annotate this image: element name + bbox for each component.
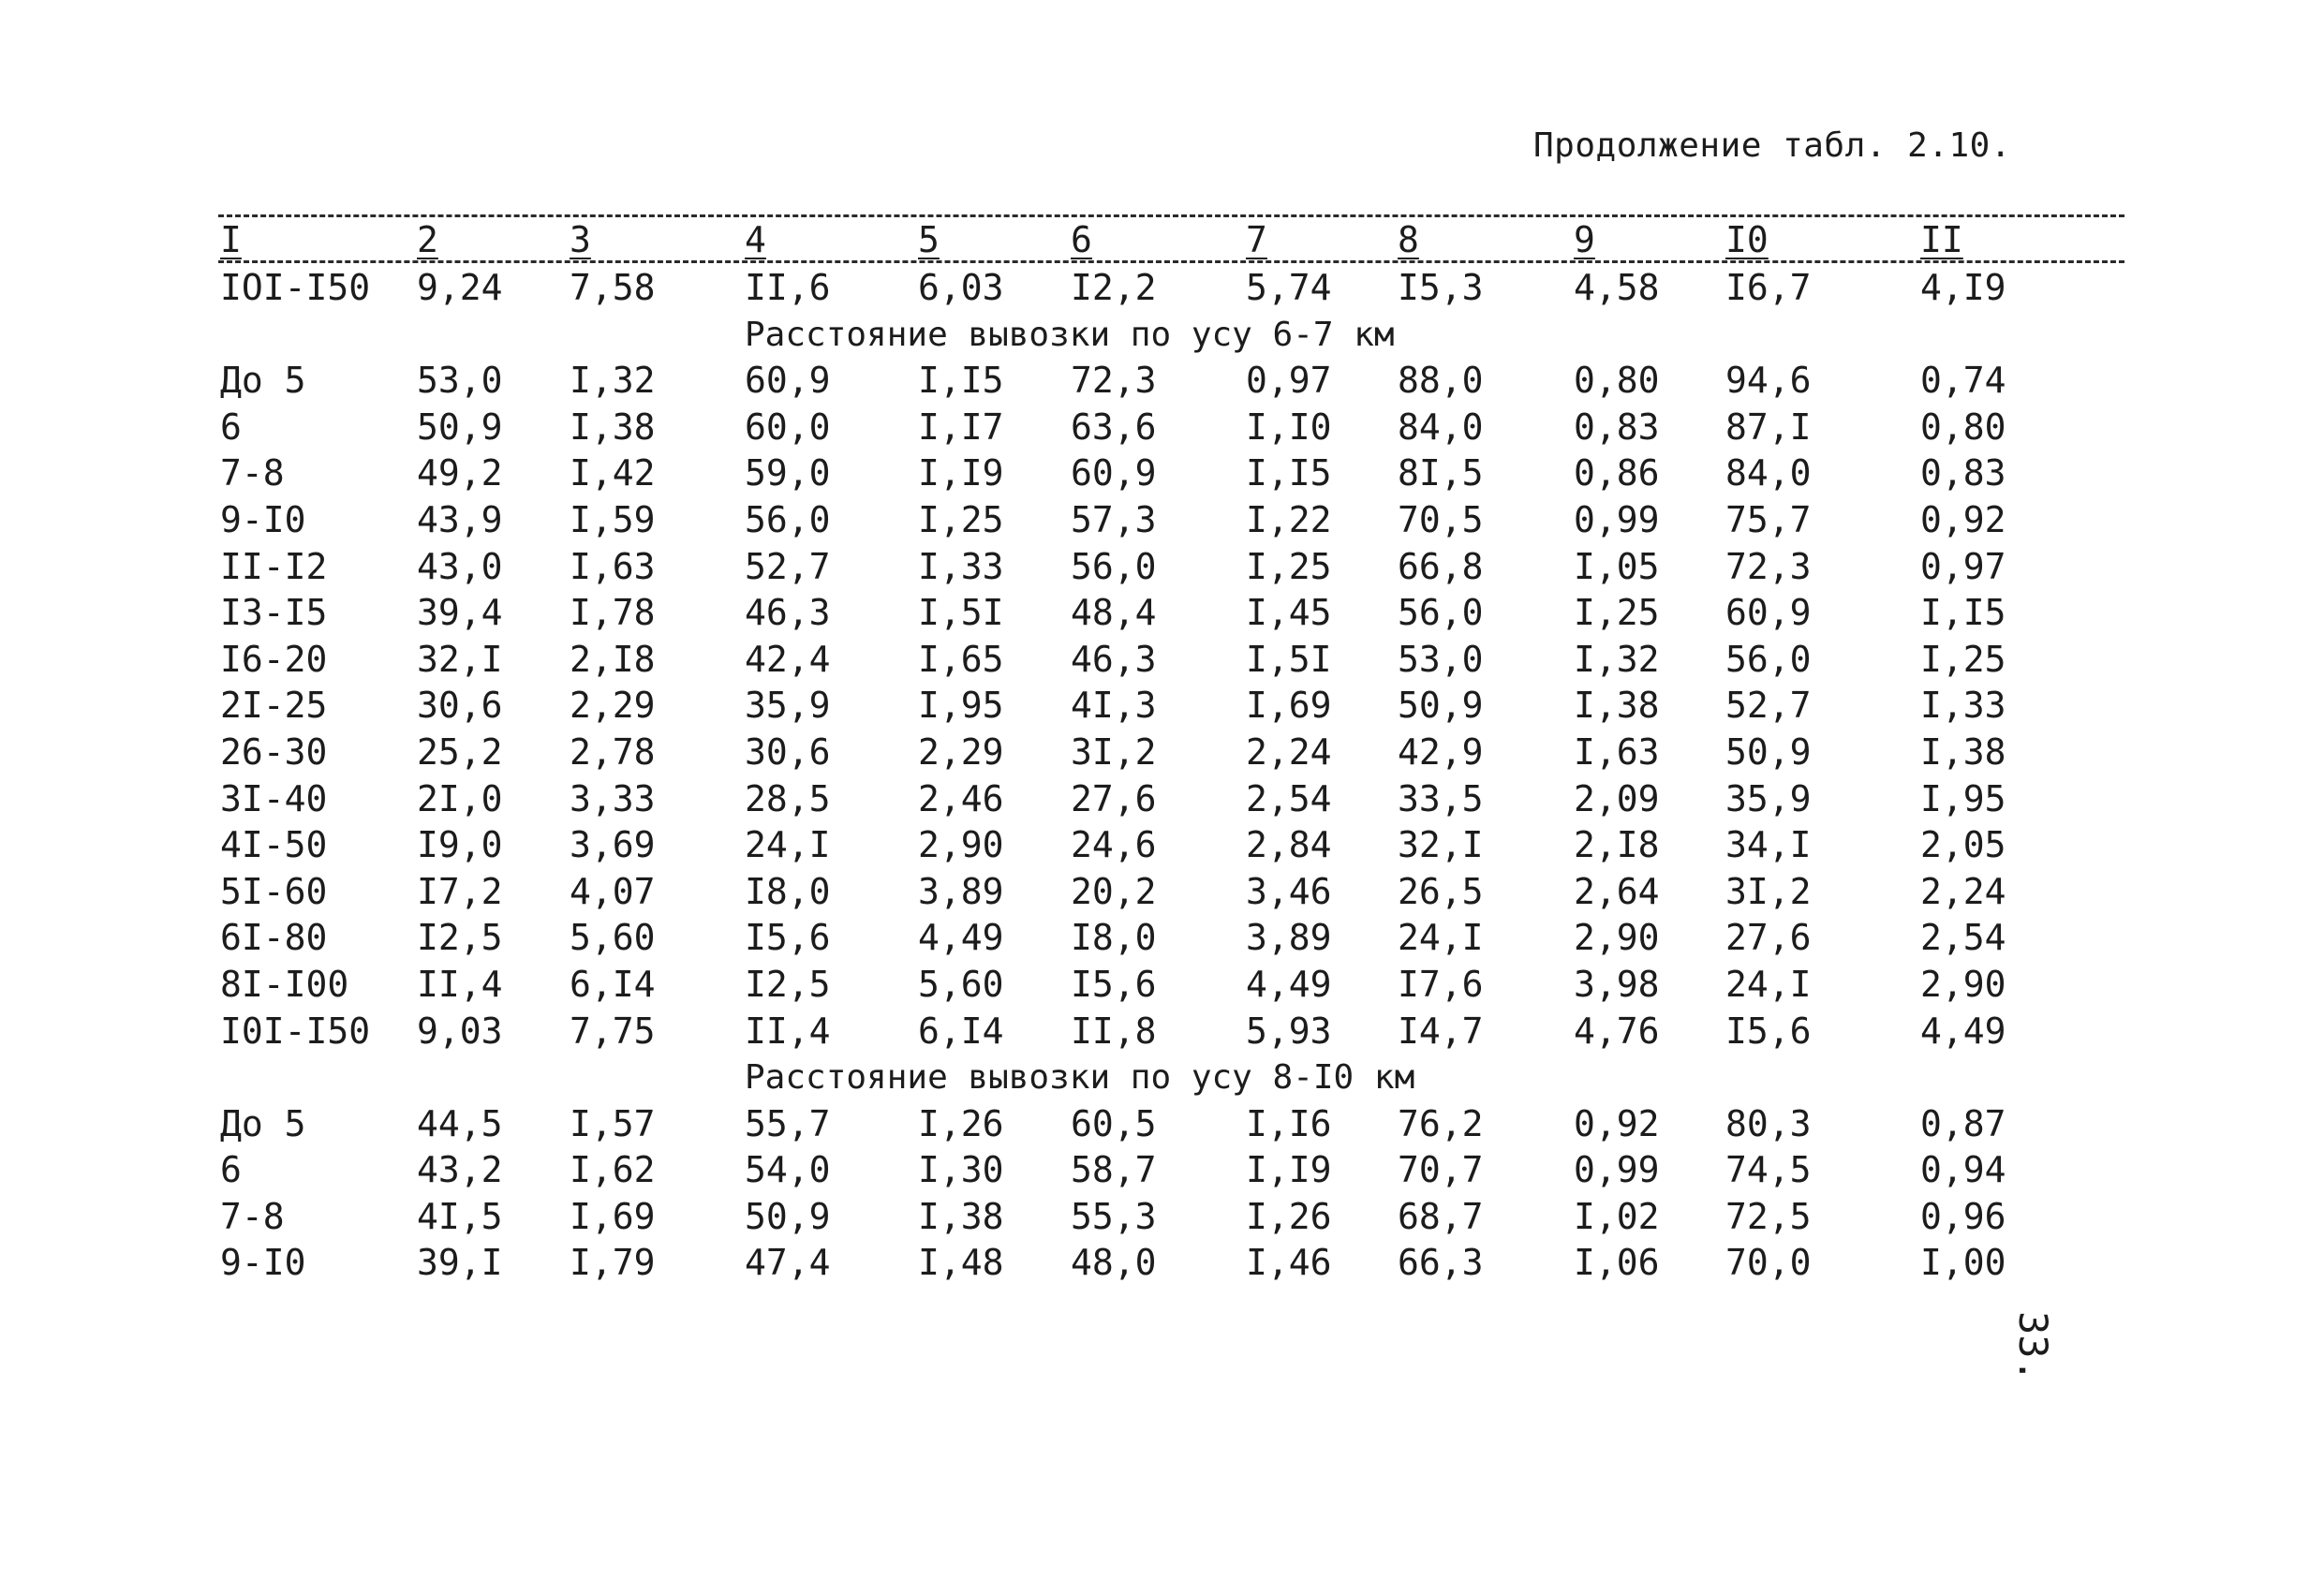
value-cell: 84,0: [1398, 406, 1484, 448]
value-cell: 43,9: [417, 498, 503, 540]
value-cell: I2,2: [1071, 267, 1157, 308]
value-cell: 2,54: [1246, 777, 1332, 819]
value-cell: II,4: [417, 963, 503, 1005]
table-row: [0, 405, 2324, 451]
table-row: [0, 1194, 2324, 1241]
value-cell: 34,I: [1725, 824, 1812, 866]
header-row: [0, 219, 2324, 262]
page-number: 33.: [2010, 1311, 2056, 1382]
value-cell: 70,7: [1398, 1149, 1484, 1191]
value-cell: 66,8: [1398, 545, 1484, 587]
value-cell: 76,2: [1398, 1102, 1484, 1144]
value-cell: 60,5: [1071, 1102, 1157, 1144]
value-cell: I7,2: [417, 870, 503, 912]
value-cell: 47,4: [745, 1242, 831, 1284]
value-cell: 56,0: [1398, 592, 1484, 634]
value-cell: 6,03: [918, 267, 1004, 308]
value-cell: 53,0: [417, 360, 503, 402]
value-cell: 68,7: [1398, 1195, 1484, 1237]
value-cell: 26,5: [1398, 870, 1484, 912]
table-row: [0, 915, 2324, 962]
value-cell: 4,I9: [1920, 267, 2006, 308]
table-row: [0, 822, 2324, 869]
value-cell: I,69: [1246, 685, 1332, 727]
value-cell: 0,97: [1920, 545, 2006, 587]
row-label-cell: 2I-25: [220, 685, 328, 727]
table-body: [0, 265, 2324, 1287]
value-cell: 2,24: [1920, 870, 2006, 912]
value-cell: I,I9: [918, 452, 1004, 494]
value-cell: I,78: [570, 592, 656, 634]
value-cell: 0,87: [1920, 1102, 2006, 1144]
value-cell: 32,I: [1398, 824, 1484, 866]
value-cell: 49,2: [417, 452, 503, 494]
value-cell: 2,90: [918, 824, 1004, 866]
value-cell: 58,7: [1071, 1149, 1157, 1191]
value-cell: 60,0: [745, 406, 831, 448]
table-row: [0, 637, 2324, 684]
value-cell: 3I,2: [1071, 730, 1157, 773]
row-label-cell: 9-I0: [220, 1242, 306, 1284]
value-cell: 3I,2: [1725, 870, 1812, 912]
row-label-cell: I3-I5: [220, 592, 328, 634]
value-cell: 87,I: [1725, 406, 1812, 448]
value-cell: I,45: [1246, 592, 1332, 634]
value-cell: 2,I8: [570, 638, 656, 680]
value-cell: 94,6: [1725, 360, 1812, 402]
value-cell: 53,0: [1398, 638, 1484, 680]
value-cell: 30,6: [417, 685, 503, 727]
table-row: [0, 544, 2324, 591]
value-cell: 0,83: [1920, 452, 2006, 494]
table-row: [0, 1240, 2324, 1287]
value-cell: I,25: [1574, 592, 1660, 634]
column-header: 7: [1246, 219, 1267, 260]
value-cell: 25,2: [417, 730, 503, 773]
value-cell: 0,80: [1920, 406, 2006, 448]
value-cell: 3,33: [570, 777, 656, 819]
value-cell: I,I5: [1920, 592, 2006, 634]
table-row: [0, 590, 2324, 637]
value-cell: 88,0: [1398, 360, 1484, 402]
value-cell: I5,6: [1725, 1010, 1812, 1052]
value-cell: I,38: [918, 1195, 1004, 1237]
column-header: 6: [1071, 219, 1092, 260]
value-cell: 0,92: [1920, 498, 2006, 540]
value-cell: 6,I4: [918, 1010, 1004, 1052]
value-cell: I,42: [570, 452, 656, 494]
value-cell: 74,5: [1725, 1149, 1812, 1191]
value-cell: 2,24: [1246, 730, 1332, 773]
column-header: 4: [745, 219, 766, 260]
row-label-cell: 6I-80: [220, 917, 328, 959]
value-cell: 2,64: [1574, 870, 1660, 912]
value-cell: 0,74: [1920, 360, 2006, 402]
value-cell: 4,49: [1920, 1010, 2006, 1052]
value-cell: 3,98: [1574, 963, 1660, 1005]
value-cell: 48,0: [1071, 1242, 1157, 1284]
table-row: [0, 265, 2324, 312]
column-header: I: [220, 219, 242, 260]
section-row: [0, 1055, 2324, 1101]
column-header: I0: [1725, 219, 1769, 260]
value-cell: I8,0: [745, 870, 831, 912]
value-cell: 4,76: [1574, 1010, 1660, 1052]
value-cell: 0,97: [1246, 360, 1332, 402]
value-cell: 32,I: [417, 638, 503, 680]
value-cell: 2,46: [918, 777, 1004, 819]
row-label-cell: II-I2: [220, 545, 328, 587]
value-cell: I,I5: [918, 360, 1004, 402]
column-header: II: [1920, 219, 1963, 260]
value-cell: 4I,3: [1071, 685, 1157, 727]
value-cell: 28,5: [745, 777, 831, 819]
value-cell: I,38: [1574, 685, 1660, 727]
value-cell: 42,9: [1398, 730, 1484, 773]
value-cell: I,30: [918, 1149, 1004, 1191]
column-header: 2: [417, 219, 438, 260]
value-cell: 4,07: [570, 870, 656, 912]
table-caption: Продолжение табл. 2.10.: [1533, 126, 2011, 165]
value-cell: 2I,0: [417, 777, 503, 819]
value-cell: I,22: [1246, 498, 1332, 540]
value-cell: 35,9: [1725, 777, 1812, 819]
value-cell: 2,29: [918, 730, 1004, 773]
value-cell: I,59: [570, 498, 656, 540]
value-cell: 5,60: [918, 963, 1004, 1005]
value-cell: I,26: [1246, 1195, 1332, 1237]
row-label-cell: I6-20: [220, 638, 328, 680]
value-cell: 39,I: [417, 1242, 503, 1284]
value-cell: 75,7: [1725, 498, 1812, 540]
table-row: [0, 683, 2324, 730]
section-label: Расстояние вывозки по усу 6-7 км: [745, 315, 1395, 354]
row-label-cell: 7-8: [220, 452, 285, 494]
value-cell: 43,0: [417, 545, 503, 587]
value-cell: 50,9: [1398, 685, 1484, 727]
value-cell: 0,80: [1574, 360, 1660, 402]
value-cell: 72,3: [1071, 360, 1157, 402]
row-label-cell: 7-8: [220, 1195, 285, 1237]
table-row: [0, 869, 2324, 916]
column-header: 5: [918, 219, 940, 260]
value-cell: 4I,5: [417, 1195, 503, 1237]
value-cell: I2,5: [745, 963, 831, 1005]
value-cell: 4,49: [918, 917, 1004, 959]
value-cell: 5,93: [1246, 1010, 1332, 1052]
table-row: [0, 1009, 2324, 1055]
value-cell: I,79: [570, 1242, 656, 1284]
value-cell: 8I,5: [1398, 452, 1484, 494]
value-cell: I7,6: [1398, 963, 1484, 1005]
value-cell: 55,7: [745, 1102, 831, 1144]
value-cell: 50,9: [417, 406, 503, 448]
value-cell: 52,7: [1725, 685, 1812, 727]
value-cell: 0,92: [1574, 1102, 1660, 1144]
value-cell: 44,5: [417, 1102, 503, 1144]
value-cell: I5,3: [1398, 267, 1484, 308]
value-cell: 4,58: [1574, 267, 1660, 308]
value-cell: I,I5: [1246, 452, 1332, 494]
row-label-cell: До 5: [220, 1102, 306, 1144]
value-cell: 2,09: [1574, 777, 1660, 819]
value-cell: I,I0: [1246, 406, 1332, 448]
table-row: [0, 730, 2324, 776]
value-cell: 27,6: [1725, 917, 1812, 959]
row-label-cell: 4I-50: [220, 824, 328, 866]
value-cell: I,63: [570, 545, 656, 587]
table-row: [0, 1101, 2324, 1148]
value-cell: 72,5: [1725, 1195, 1812, 1237]
value-cell: I,25: [1246, 545, 1332, 587]
value-cell: I,5I: [1246, 638, 1332, 680]
value-cell: 3,89: [918, 870, 1004, 912]
row-label-cell: 8I-I00: [220, 963, 349, 1005]
table-row: [0, 962, 2324, 1009]
column-header: 8: [1398, 219, 1419, 260]
value-cell: 54,0: [745, 1149, 831, 1191]
table-row: [0, 450, 2324, 497]
row-label-cell: 9-I0: [220, 498, 306, 540]
row-label-cell: 5I-60: [220, 870, 328, 912]
value-cell: 66,3: [1398, 1242, 1484, 1284]
value-cell: 2,90: [1920, 963, 2006, 1005]
value-cell: I,57: [570, 1102, 656, 1144]
value-cell: 35,9: [745, 685, 831, 727]
value-cell: I,I6: [1246, 1102, 1332, 1144]
value-cell: I,I9: [1246, 1149, 1332, 1191]
value-cell: 39,4: [417, 592, 503, 634]
value-cell: I,65: [918, 638, 1004, 680]
value-cell: I6,7: [1725, 267, 1812, 308]
value-cell: 0,99: [1574, 498, 1660, 540]
row-label-cell: IOI-I50: [220, 267, 371, 308]
value-cell: 60,9: [745, 360, 831, 402]
value-cell: I,32: [570, 360, 656, 402]
value-cell: 3,46: [1246, 870, 1332, 912]
value-cell: 2,29: [570, 685, 656, 727]
value-cell: I,5I: [918, 592, 1004, 634]
value-cell: I8,0: [1071, 917, 1157, 959]
value-cell: I,95: [1920, 777, 2006, 819]
value-cell: 2,54: [1920, 917, 2006, 959]
value-cell: 7,58: [570, 267, 656, 308]
value-cell: I,62: [570, 1149, 656, 1191]
value-cell: 2,78: [570, 730, 656, 773]
value-cell: I,32: [1574, 638, 1660, 680]
value-cell: I,63: [1574, 730, 1660, 773]
value-cell: II,4: [745, 1010, 831, 1052]
value-cell: 60,9: [1071, 452, 1157, 494]
value-cell: 0,83: [1574, 406, 1660, 448]
row-label-cell: 6: [220, 406, 242, 448]
value-cell: I,95: [918, 685, 1004, 727]
value-cell: 50,9: [1725, 730, 1812, 773]
value-cell: 42,4: [745, 638, 831, 680]
value-cell: I,00: [1920, 1242, 2006, 1284]
value-cell: 6,I4: [570, 963, 656, 1005]
value-cell: 9,24: [417, 267, 503, 308]
header-rule-bottom: [218, 260, 2124, 263]
row-label-cell: 6: [220, 1149, 242, 1191]
value-cell: 59,0: [745, 452, 831, 494]
value-cell: 56,0: [745, 498, 831, 540]
column-header: 3: [570, 219, 591, 260]
table-row: [0, 497, 2324, 544]
value-cell: 52,7: [745, 545, 831, 587]
header-rule-top: [218, 214, 2124, 217]
value-cell: 3,69: [570, 824, 656, 866]
value-cell: I5,6: [1071, 963, 1157, 1005]
column-header: 9: [1574, 219, 1595, 260]
value-cell: 0,86: [1574, 452, 1660, 494]
value-cell: 0,99: [1574, 1149, 1660, 1191]
value-cell: I,33: [1920, 685, 2006, 727]
value-cell: 2,90: [1574, 917, 1660, 959]
row-label-cell: 26-30: [220, 730, 328, 773]
value-cell: 4,49: [1246, 963, 1332, 1005]
table-row: [0, 1147, 2324, 1194]
value-cell: 2,05: [1920, 824, 2006, 866]
value-cell: 46,3: [1071, 638, 1157, 680]
table-row: [0, 358, 2324, 405]
value-cell: 7,75: [570, 1010, 656, 1052]
value-cell: I5,6: [745, 917, 831, 959]
value-cell: 57,3: [1071, 498, 1157, 540]
value-cell: I4,7: [1398, 1010, 1484, 1052]
section-row: [0, 312, 2324, 359]
value-cell: I,25: [1920, 638, 2006, 680]
value-cell: 84,0: [1725, 452, 1812, 494]
value-cell: II,6: [745, 267, 831, 308]
value-cell: 56,0: [1725, 638, 1812, 680]
value-cell: 24,I: [745, 824, 831, 866]
value-cell: 0,96: [1920, 1195, 2006, 1237]
value-cell: I,69: [570, 1195, 656, 1237]
value-cell: 46,3: [745, 592, 831, 634]
value-cell: 80,3: [1725, 1102, 1812, 1144]
value-cell: 48,4: [1071, 592, 1157, 634]
value-cell: 5,74: [1246, 267, 1332, 308]
value-cell: 70,5: [1398, 498, 1484, 540]
section-label: Расстояние вывозки по усу 8-I0 км: [745, 1058, 1415, 1098]
value-cell: II,8: [1071, 1010, 1157, 1052]
value-cell: I,05: [1574, 545, 1660, 587]
value-cell: I,38: [1920, 730, 2006, 773]
value-cell: 30,6: [745, 730, 831, 773]
value-cell: 43,2: [417, 1149, 503, 1191]
row-label-cell: До 5: [220, 360, 306, 402]
value-cell: 24,I: [1398, 917, 1484, 959]
value-cell: I2,5: [417, 917, 503, 959]
value-cell: 24,I: [1725, 963, 1812, 1005]
value-cell: 50,9: [745, 1195, 831, 1237]
value-cell: I,26: [918, 1102, 1004, 1144]
value-cell: 24,6: [1071, 824, 1157, 866]
value-cell: 72,3: [1725, 545, 1812, 587]
value-cell: I,48: [918, 1242, 1004, 1284]
value-cell: 60,9: [1725, 592, 1812, 634]
value-cell: 70,0: [1725, 1242, 1812, 1284]
value-cell: I,I7: [918, 406, 1004, 448]
value-cell: I,25: [918, 498, 1004, 540]
value-cell: 63,6: [1071, 406, 1157, 448]
value-cell: 2,I8: [1574, 824, 1660, 866]
value-cell: I,02: [1574, 1195, 1660, 1237]
value-cell: 33,5: [1398, 777, 1484, 819]
value-cell: 27,6: [1071, 777, 1157, 819]
row-label-cell: 3I-40: [220, 777, 328, 819]
row-label-cell: I0I-I50: [220, 1010, 371, 1052]
value-cell: 3,89: [1246, 917, 1332, 959]
value-cell: I,38: [570, 406, 656, 448]
value-cell: 0,94: [1920, 1149, 2006, 1191]
value-cell: 2,84: [1246, 824, 1332, 866]
value-cell: 9,03: [417, 1010, 503, 1052]
value-cell: I,46: [1246, 1242, 1332, 1284]
table-row: [0, 776, 2324, 823]
value-cell: I,33: [918, 545, 1004, 587]
value-cell: 5,60: [570, 917, 656, 959]
value-cell: 20,2: [1071, 870, 1157, 912]
value-cell: I9,0: [417, 824, 503, 866]
value-cell: 56,0: [1071, 545, 1157, 587]
value-cell: 55,3: [1071, 1195, 1157, 1237]
value-cell: I,06: [1574, 1242, 1660, 1284]
